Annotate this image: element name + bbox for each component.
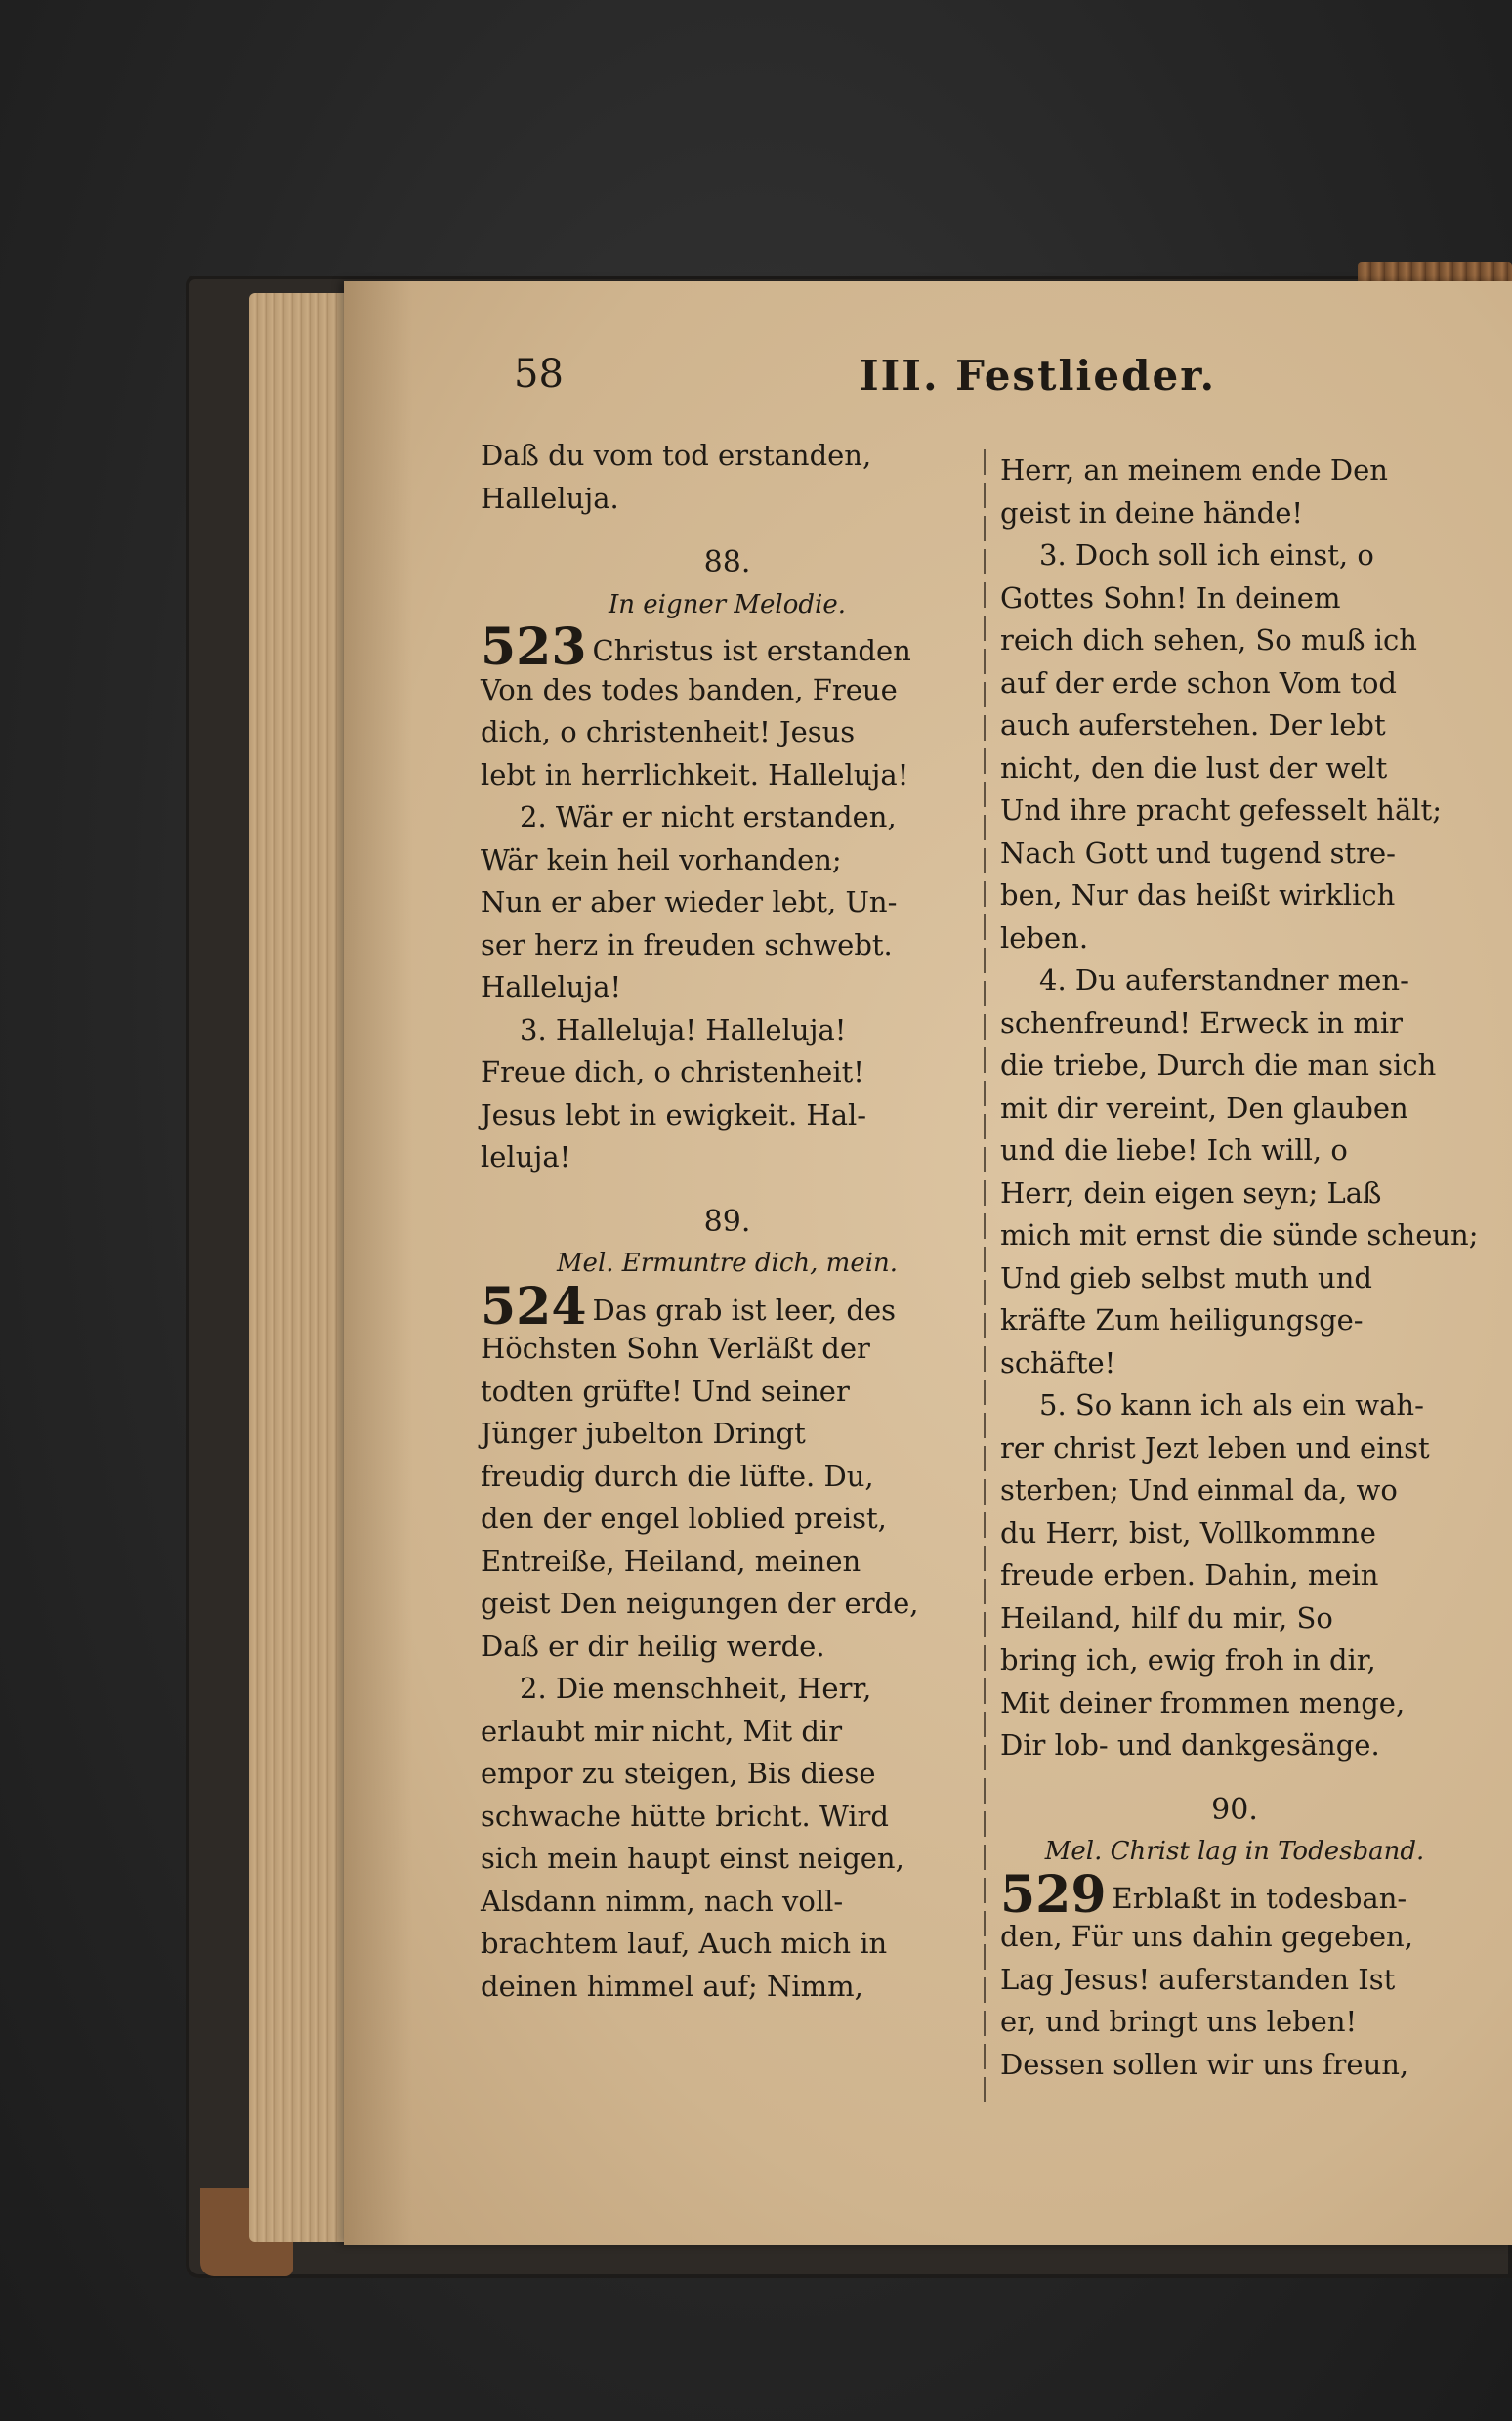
text-line: 5. So kann ich als ein wah- [1039,1388,1424,1422]
text-line: Nun er aber wieder lebt, Un- [481,885,898,918]
text-line: Freue dich, o christenheit! [481,1055,864,1088]
text-line: deinen himmel auf; Nimm, [481,1969,863,2003]
text-line: schäfte! [1000,1345,1116,1380]
hymn-number: 89. [703,1204,751,1239]
text-line: schenfreund! Erweck in mir [1000,1005,1404,1040]
text-line: leben. [1000,920,1089,955]
text-line: todten grüfte! Und seiner [481,1374,850,1408]
verse-number: 529 [1000,1864,1107,1925]
text-line: schwache hütte bricht. Wird [481,1799,889,1833]
text-line: Herr, an meinem ende Den [1000,453,1388,487]
text-line: Alsdann nimm, nach voll- [481,1884,844,1918]
text-line: den der engel loblied preist, [481,1502,887,1535]
text-line: Und gieb selbst muth und [1000,1260,1372,1295]
text-line: Mit deiner frommen menge, [1000,1685,1406,1720]
hymn-number: 90. [1211,1792,1258,1827]
text-line: 2. Wär er nicht erstanden, [520,800,897,833]
text-line: brachtem lauf, Auch mich in [481,1927,888,1960]
text-line: rer christ Jezt leben und einst [1000,1430,1430,1465]
text-line: Und ihre pracht gefesselt hält; [1000,793,1442,827]
section-title: III. Festlieder. [860,352,1217,400]
verse-text: Das grab ist leer, des [592,1293,897,1327]
text-line: 2. Die menschheit, Herr, [520,1672,872,1705]
text-line: geist in deine hände! [1000,495,1304,530]
text-line: nicht, den die lust der welt [1000,750,1388,785]
text-line: Dir lob- und dankgesänge. [1000,1728,1380,1762]
text-line: kräfte Zum heiligungsge- [1000,1303,1364,1337]
text-line: Von des todes banden, Freue [481,672,898,706]
text-line: Dessen sollen wir uns freun, [1000,2047,1409,2081]
text-line: Entreiße, Heiland, meinen [481,1544,861,1578]
text-line: Halleluja. [481,481,619,515]
right-column [1000,449,1479,2086]
left-column [481,435,974,2008]
text-line: Jesus lebt in ewigkeit. Hal- [481,1097,867,1131]
text-line: Höchsten Sohn Verläßt der [481,1332,870,1365]
text-line: ben, Nur das heißt wirklich [1000,878,1396,912]
verse-text: Erblaßt in todesban- [1112,1881,1407,1915]
text-line: Lag Jesus! auferstanden Ist [1000,1962,1396,1996]
text-line: sterben; Und einmal da, wo [1000,1473,1398,1507]
text-line: auch auferstehen. Der lebt [1000,708,1386,742]
verse-start-line [481,617,974,677]
text-line: den, Für uns dahin gegeben, [1000,1920,1413,1953]
text-line: erlaubt mir nicht, Mit dir [481,1714,843,1748]
text-line: Daß du vom tod erstanden, [481,439,872,472]
text-line: freude erben. Dahin, mein [1000,1558,1379,1592]
melody-line: In eigner Melodie. [608,589,847,619]
text-line: bring ich, ewig froh in dir, [1000,1643,1376,1677]
text-line: mit dir vereint, Den glauben [1000,1090,1408,1125]
text-line: er, und bringt uns leben! [1000,2005,1358,2038]
text-line: freudig durch die lüfte. Du, [481,1459,874,1493]
text-line: dich, o christenheit! Jesus [481,715,856,748]
verse-spacer [1000,1767,1469,1789]
text-line: mich mit ernst die sünde scheun; [1000,1218,1479,1252]
text-line: sich mein haupt einst neigen, [481,1842,904,1875]
melody-line: Mel. Christ lag in Todesband. [1044,1837,1425,1866]
text-line: Jünger jubelton Dringt [481,1417,806,1450]
verse-number: 524 [481,1276,587,1337]
verse-start-line [1000,1864,1469,1925]
page-number: 58 [514,352,564,397]
hymn-number: 88. [703,545,751,579]
column-divider [984,449,986,2110]
verse-spacer [481,1179,974,1201]
text-line: du Herr, bist, Vollkommne [1000,1515,1376,1550]
text-line: auf der erde schon Vom tod [1000,665,1397,700]
text-line: die triebe, Durch die man sich [1000,1048,1437,1082]
text-line: Halleluja! [481,970,622,1003]
text-line: Nach Gott und tugend stre- [1000,835,1396,870]
verse-start-line [481,1276,974,1337]
text-line: Herr, dein eigen seyn; Laß [1000,1175,1382,1210]
text-line: Gottes Sohn! In deinem [1000,580,1341,615]
text-line: 3. Halleluja! Halleluja! [520,1012,847,1046]
text-line: empor zu steigen, Bis diese [481,1757,876,1790]
text-line: 4. Du auferstandner men- [1039,963,1409,997]
verse-number: 523 [481,617,587,677]
text-line: reich dich sehen, So muß ich [1000,623,1417,657]
text-line: Heiland, hilf du mir, So [1000,1600,1333,1635]
text-line: Wär kein heil vorhanden; [481,842,842,876]
text-line: leluja! [481,1140,571,1173]
text-line: Daß er dir heilig werde. [481,1629,825,1663]
verse-text: Christus ist erstanden [592,634,911,667]
verse-spacer [481,520,974,541]
text-line: ser herz in freuden schwebt. [481,927,893,961]
text-line: 3. Doch soll ich einst, o [1039,538,1374,572]
melody-line: Mel. Ermuntre dich, mein. [556,1249,899,1278]
text-line: lebt in herrlichkeit. Halleluja! [481,757,909,791]
text-line: geist Den neigungen der erde, [481,1587,919,1620]
text-line: und die liebe! Ich will, o [1000,1133,1348,1167]
